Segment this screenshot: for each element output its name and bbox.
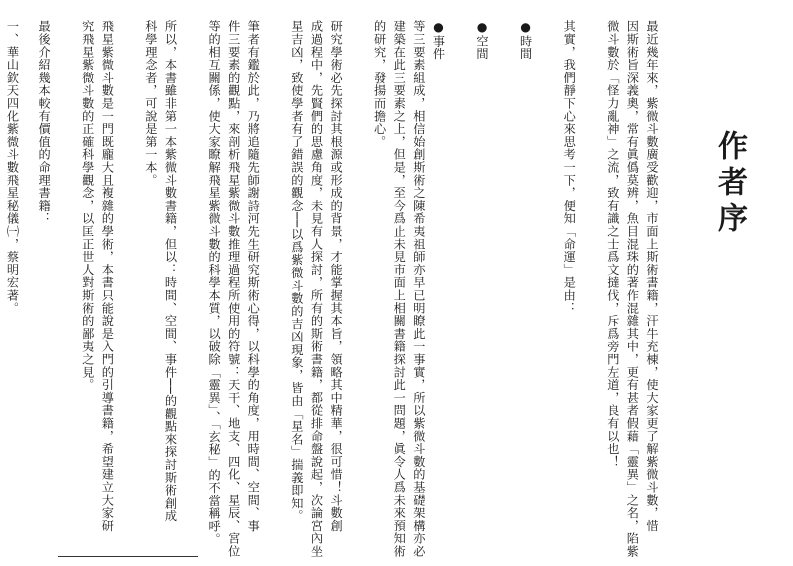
paragraph-line: 建築在此三要素之上，但是，至今爲止未見市面上相關書籍探討此一問題，眞令人爲未來預知術 bbox=[392, 20, 407, 558]
preface-body bbox=[5, 20, 685, 558]
paragraph-line: 飛星紫微斗數是一門既龐大且複雜的學術，本書只能說是入門的引導書籍，希望建立大家研 bbox=[100, 20, 115, 532]
bullet-item: ●事件 bbox=[431, 20, 446, 61]
page-title: 作者序 bbox=[712, 130, 747, 238]
paragraph-line: 最後介紹幾本較有價值的命理書籍： bbox=[37, 20, 52, 225]
paragraph-line: 筆者有鑑於此，乃將追隨先師謝詩河先生研究斯術心得，以科學的角度，用時間、空間、事 bbox=[246, 20, 261, 532]
paragraph-line: 最近幾年來，紫微斗數廣受歡迎，市面上斯術書籍，汗牛充棟，使大家更了解紫微斗數，惜 bbox=[645, 20, 659, 532]
paragraph-line: 星吉凶，致使學者有了錯誤的觀念──以爲紫微斗數的吉凶現象，皆由「星名」揣義即知。 bbox=[289, 20, 304, 523]
list-item: 一、華山欽天四化紫微斗數飛星秘儀㈠，蔡明宏著。 bbox=[5, 20, 20, 315]
paragraph-line: 其實，我們靜下心來思考一下，便知「命運」是由： bbox=[562, 20, 577, 315]
bullet-item: ●空間 bbox=[475, 20, 490, 61]
paragraph-line: 因斯術旨深義奧，常有眞僞莫辨，魚目混珠的著作混雜其中，更有甚者假藉「靈異」之名，陷紫 bbox=[625, 20, 640, 558]
paragraph-line: 件三要素的觀點，來剖析飛星紫微斗數推理過程所使用的符號：天干、地支、四化、星辰、宮位 bbox=[226, 20, 241, 558]
bottom-rule bbox=[58, 556, 198, 557]
paragraph-line: 研究學術必先探討其根源或形成的背景，才能掌握其本旨，領略其中精華，很可惜！斗數創 bbox=[329, 20, 344, 532]
paragraph-line: 所以，本書雖非第一本紫微斗數書籍，但以：時間、空間、事件──的觀點來探討斯術創成 bbox=[163, 20, 178, 523]
bullet-item: ●時間 bbox=[518, 20, 533, 61]
paragraph-line: 等的相互關係，使大家瞭解飛星紫微斗數的科學本質，以破除「靈異」、「玄秘」的不當稱呼。 bbox=[207, 20, 222, 546]
paragraph-line: 科學理念者，可說是第一本。 bbox=[143, 20, 158, 187]
paragraph-line: 的研究，發揚而擔心。 bbox=[372, 20, 387, 148]
paragraph-line: 微斗數於「怪力亂神」之流，致有識之士爲文撻伐，斥爲旁門左道，良有以也！ bbox=[605, 20, 620, 468]
paragraph-line: 究飛星紫微斗數的正確科學觀念，以匡正世人對斯術的鄙夷之見。 bbox=[80, 20, 95, 392]
paragraph-line: 成過程中，先賢們的思慮角度，未見有人探討，所有的斯術書籍，都從排命盤說起，次論宮內坐 bbox=[309, 20, 324, 558]
paragraph-line: 等三要素組成，相信始創斯術之陳希夷祖師亦早已明瞭此一事實，所以紫微斗數的基礎架構亦必 bbox=[411, 20, 426, 558]
